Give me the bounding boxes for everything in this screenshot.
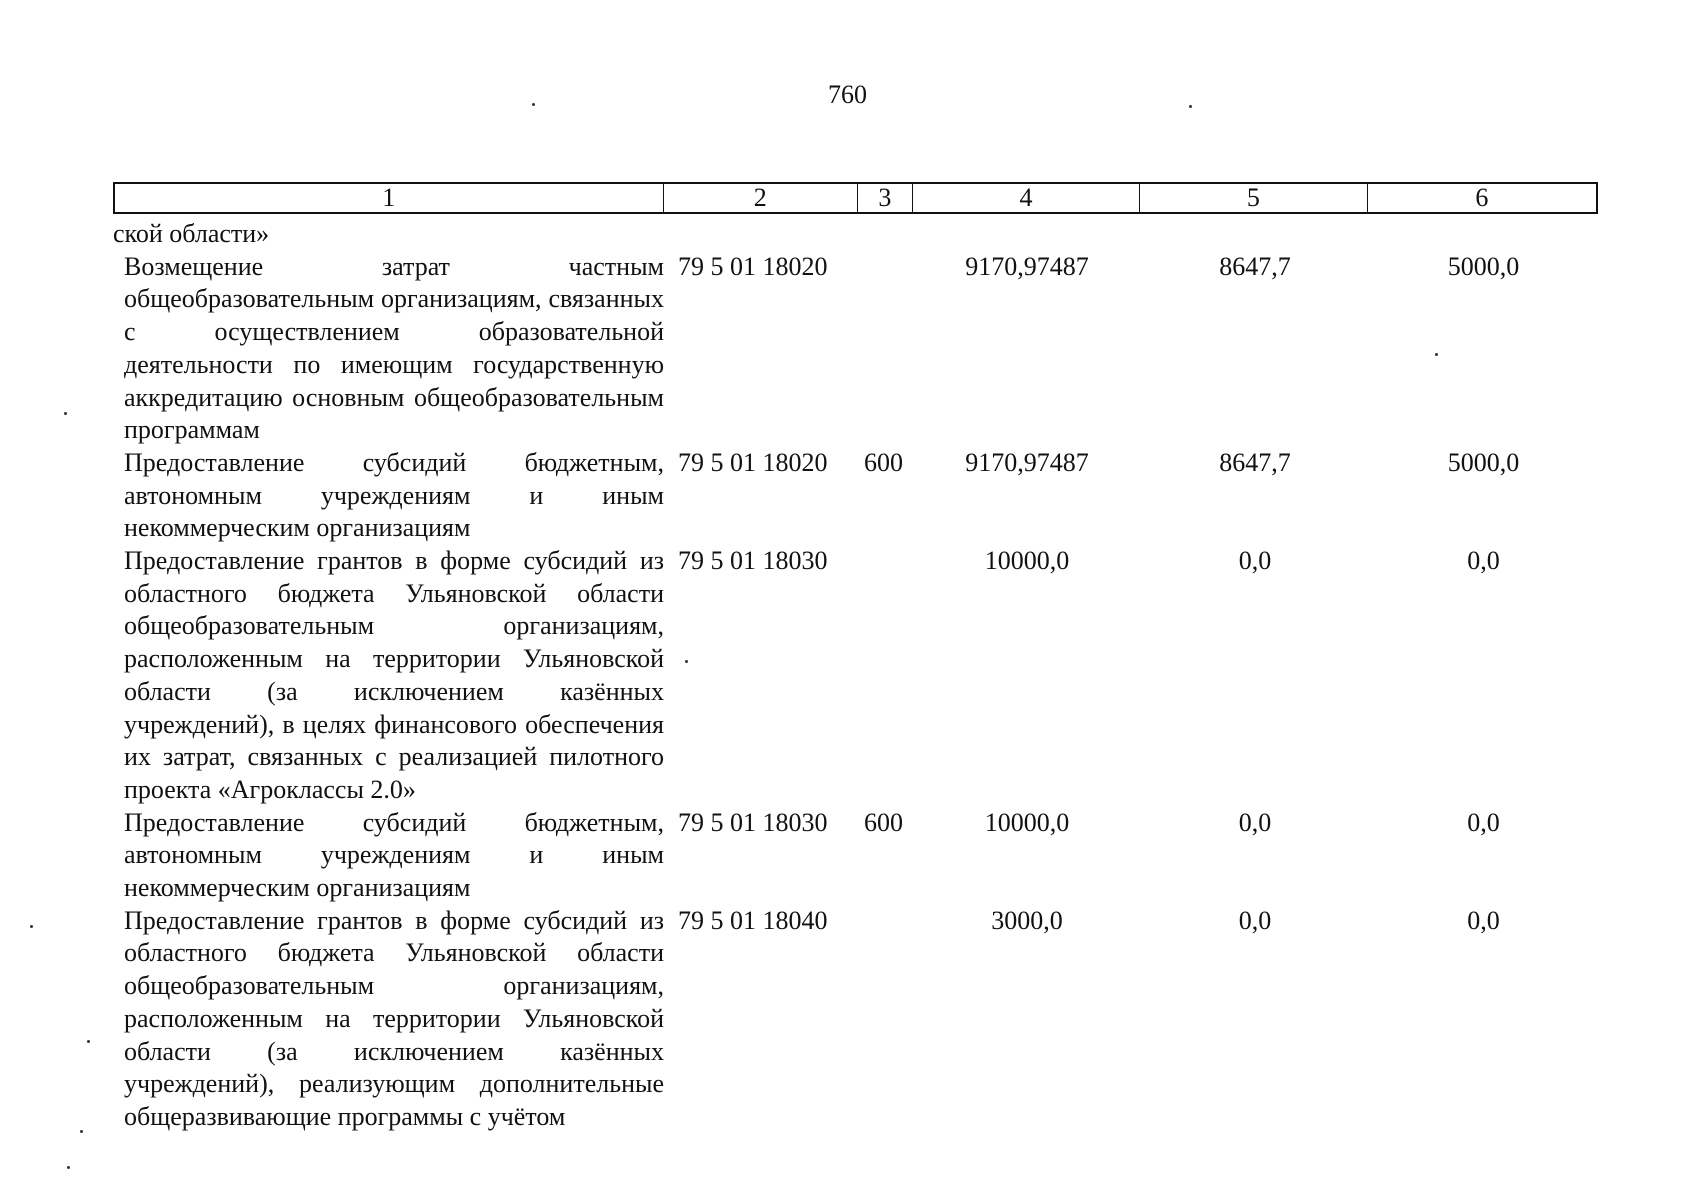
table-body bbox=[113, 218, 1598, 1134]
row-name: Возмещение затрат частным общеобразовательным организациям, связанных с осуществлением образовательной деятельности по имеющим государственную аккредитацию основным общеобразовательным программам bbox=[124, 251, 664, 445]
row-vr bbox=[847, 218, 902, 251]
table-header bbox=[113, 182, 1598, 214]
row-name: Предоставление грантов в форме субсидий из областного бюджета Ульяновской области общеобразовательным организациям, расположенным на территории Ульяновской области (за исключением казённых учреждений), в целях финансового обеспечения их затрат, связанных с реализацией пилотного проекта «Агроклассы 2.0» bbox=[124, 546, 664, 804]
row-value-col6: 0,0 bbox=[1467, 807, 1500, 837]
row-vr: 600 bbox=[864, 807, 903, 837]
row-value-col6: 5000,0 bbox=[1447, 447, 1520, 477]
row-code: 79 5 01 18020 bbox=[678, 447, 828, 477]
table-row bbox=[113, 807, 1598, 905]
row-value-col5: 8647,7 bbox=[1219, 447, 1291, 477]
column-header-3: 3 bbox=[858, 184, 913, 212]
row-name: Предоставление грантов в форме субсидий из областного бюджета Ульяновской области общеобразовательным организациям, расположенным на территории Ульяновской области (за исключением казённых учреждений), реализующим дополнительные общеразвивающие программы с учётом bbox=[124, 905, 664, 1131]
row-value-col5 bbox=[1130, 218, 1358, 251]
page-number: 760 bbox=[828, 80, 867, 109]
row-value-col5: 0,0 bbox=[1238, 807, 1272, 837]
column-header-1: 1 bbox=[115, 184, 664, 212]
row-value-col4 bbox=[902, 218, 1130, 251]
scan-speck bbox=[1189, 105, 1192, 108]
row-name: ской области» bbox=[113, 219, 270, 248]
table-row bbox=[113, 218, 1598, 251]
table-row bbox=[113, 905, 1598, 1134]
scan-speck bbox=[87, 1040, 90, 1043]
row-vr bbox=[858, 545, 913, 807]
scan-speck bbox=[64, 412, 67, 415]
column-header-5: 5 bbox=[1140, 184, 1367, 212]
row-value-col5: 0,0 bbox=[1238, 905, 1272, 935]
row-code: 79 5 01 18030 bbox=[678, 807, 828, 837]
scan-speck bbox=[80, 1130, 83, 1133]
row-value-col6: 0,0 bbox=[1467, 546, 1500, 576]
row-value-col4: 9170,97487 bbox=[965, 251, 1089, 281]
row-code: 79 5 01 18040 bbox=[678, 905, 828, 935]
row-value-col4: 10000,0 bbox=[984, 546, 1070, 576]
scan-speck bbox=[532, 103, 535, 106]
row-name: Предоставление субсидий бюджетным, автономным учреждениям и иным некоммерческим организациям bbox=[124, 447, 664, 543]
row-value-col5: 8647,7 bbox=[1219, 251, 1291, 281]
table-row bbox=[113, 251, 1598, 447]
row-code bbox=[653, 218, 847, 251]
row-vr bbox=[858, 905, 913, 1134]
row-value-col6: 5000,0 bbox=[1447, 251, 1520, 281]
table-row bbox=[113, 447, 1598, 545]
row-value-col6 bbox=[1358, 218, 1587, 251]
column-header-4: 4 bbox=[913, 184, 1140, 212]
row-value-col4: 10000,0 bbox=[984, 807, 1070, 837]
scan-speck bbox=[67, 1166, 70, 1169]
row-vr: 600 bbox=[864, 447, 903, 477]
row-code: 79 5 01 18020 bbox=[678, 251, 828, 281]
row-code: 79 5 01 18030 bbox=[678, 546, 828, 576]
column-header-6: 6 bbox=[1475, 183, 1489, 212]
table-row bbox=[113, 545, 1598, 807]
row-value-col4: 9170,97487 bbox=[965, 447, 1089, 477]
row-name: Предоставление субсидий бюджетным, автономным учреждениям и иным некоммерческим организациям bbox=[124, 807, 664, 903]
row-value-col5: 0,0 bbox=[1238, 546, 1272, 576]
row-value-col6: 0,0 bbox=[1467, 905, 1500, 935]
row-vr bbox=[858, 251, 913, 447]
scan-speck bbox=[30, 925, 33, 928]
row-value-col4: 3000,0 bbox=[991, 905, 1063, 935]
column-header-2: 2 bbox=[664, 184, 858, 212]
